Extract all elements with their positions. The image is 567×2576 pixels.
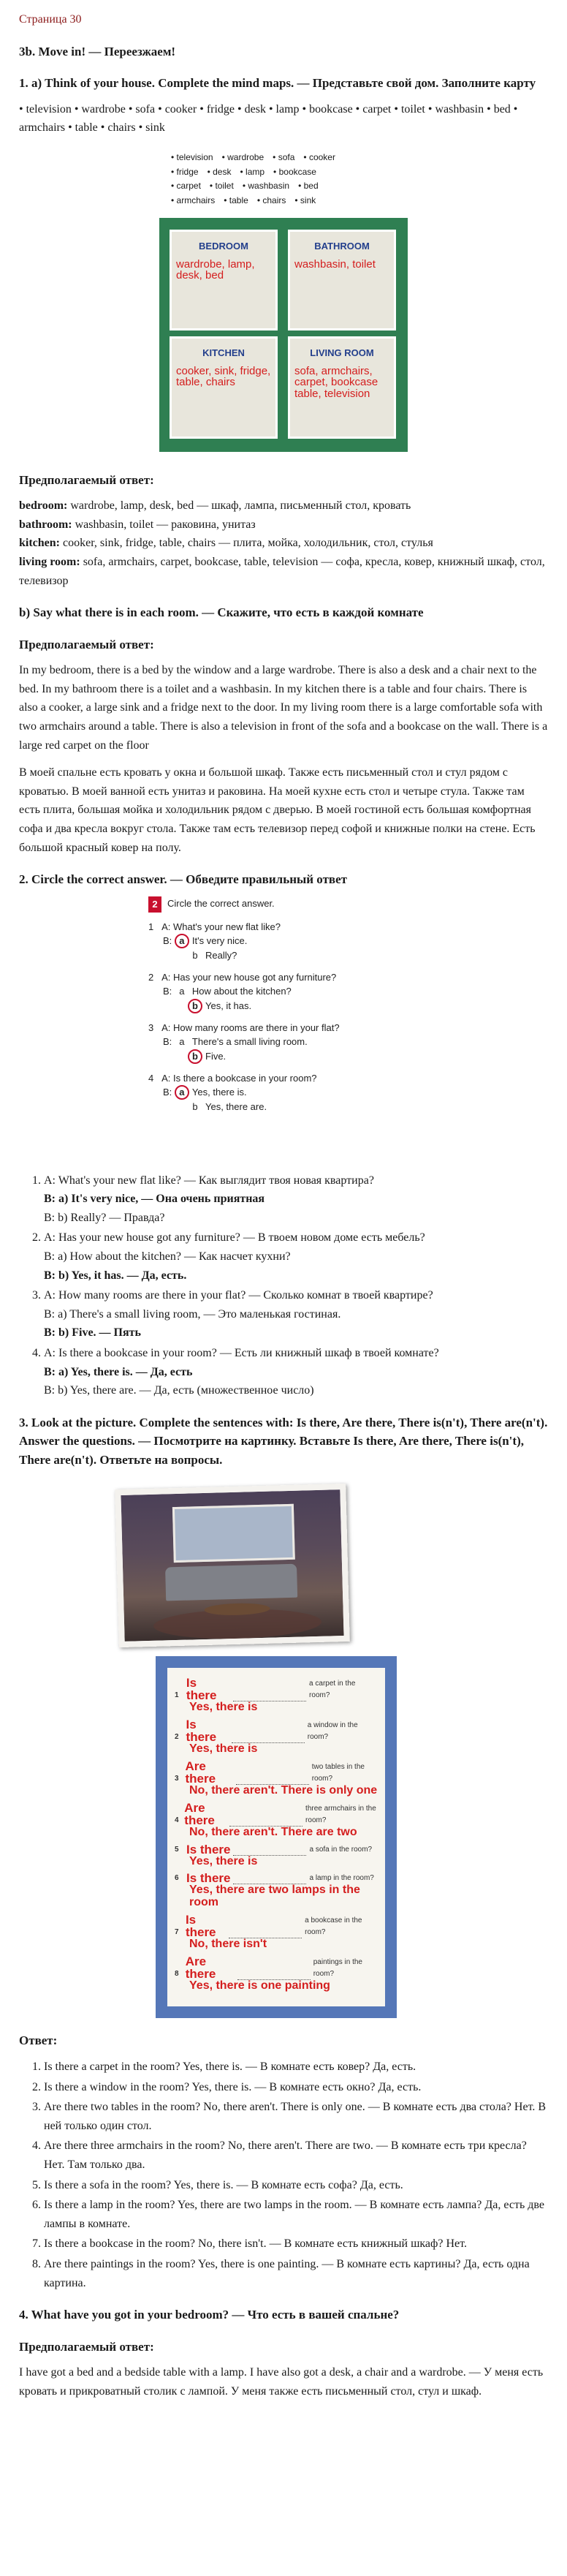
option-b: b [192,1101,198,1113]
task1b-answer-heading: Предполагаемый ответ: [19,637,154,651]
task1a-answers [19,496,548,590]
option-b: B: b) Yes, there are. — Да, есть (множественное число) [44,1384,314,1397]
circle-image-title: Circle the correct answer. [167,898,275,910]
exercise-number-badge: 2 [148,896,161,913]
option-b-correct: B: b) Five. — Пять [44,1326,141,1340]
room-title: BEDROOM [199,240,248,252]
circle-item [148,1071,419,1114]
room-answer: cooker, sink, fridge, table, chairs [176,364,271,389]
word: carpet [176,181,201,192]
word: cooker [308,151,335,162]
circled-option-b: b [188,1049,202,1064]
option-b-correct: B: b) Yes, it has. — Да, есть. [44,1269,187,1282]
word: lamp [246,166,265,177]
word: sink [300,195,316,206]
task1a-answer-heading: Предполагаемый ответ: [19,472,154,487]
speaker-b: B: [163,1087,172,1098]
task4-heading: 4. What have you got in your bedroom? — Что есть в вашей спальне? [19,2308,400,2322]
worksheet-row [175,1760,378,1797]
answer-room: bathroom: [19,518,72,531]
word-row: • fridge • desk • lamp • bookcase [171,166,316,177]
word: washbasin [248,181,290,192]
list-item [44,1344,548,1400]
worksheet-question [175,1955,378,1980]
option-a-correct: B: a) It's very nice, — Она очень приятная [44,1193,265,1206]
circle-item [148,1021,419,1064]
task1b-heading: b) Say what there is in each room. — Скажите, что есть в каждой комнате [19,605,424,620]
worksheet-row [175,1843,378,1868]
option-b: B: b) Really? — Правда? [44,1211,165,1224]
word: bookcase [278,166,316,177]
handwritten-answer: No, there aren't. There is only one [189,1783,378,1797]
filled-phrase: Is there [186,1676,217,1703]
list-item: 6. Is there a lamp in the room? Yes, there are two lamps in the room. — В комнате есть лампа? Да, есть две лампы в комнате. [44,2196,548,2233]
task2-heading: 2. Circle the correct answer. — Обведите правильный ответ [19,872,348,887]
answer-text: wardrobe, lamp, desk, bed — шкаф, лампа, письменный стол, кровать [67,499,411,513]
list-item: 5. Is there a sofa in the room? Yes, there is. — В комнате есть софа? Да, есть. [44,2176,548,2195]
circled-option-b: b [188,999,202,1013]
task1b-russian: В моей спальне есть кровать у окна и большой шкаф. Также есть письменный стол и стул рядом с кроватью. В моей ванной есть унитаз и раковина. На моей кухне есть стол и четыре стула. Также там есть плита, большая мойка и холодильник рядом с дверью. В моей гостиной есть большая комфортная софа и два кресла вокруг стола. Также там есть телевизор перед софой и книжные полки на стене. Есть большой красный ковер на полу. [19,766,536,854]
fill-in-worksheet [156,1656,397,2018]
worksheet-question [175,1914,378,1938]
list-item [44,1171,548,1228]
word: armchairs [176,195,216,206]
word: fridge [176,166,199,177]
list-item: 8. Are there paintings in the room? Yes, there is one painting. — В комнате есть картины? Да, есть одна картина. [44,2255,548,2292]
task1a-word-list: • television • wardrobe • sofa • cooker • fridge • desk • lamp • bookcase • carpet • toilet • washbasin • bed • armchairs • table • chairs • sink [19,102,518,135]
worksheet-question [175,1843,378,1856]
circle-answer-image [148,896,419,1167]
option-b: b [192,950,198,962]
room-bedroom [170,230,278,331]
worksheet-question [175,1677,378,1701]
circle-image-header [148,896,419,913]
room-title: KITCHEN [202,347,245,358]
speaker-b: B: [163,986,172,997]
answer-text: cooker, sink, fridge, table, chairs — плита, мойка, холодильник, стол, стулья [60,537,433,550]
list-item: 1. Is there a carpet in the room? Yes, there is. — В комнате есть ковер? Да, есть. [44,2058,548,2077]
worksheet-question [175,1718,378,1743]
filled-phrase: Is there [186,1842,231,1857]
handwritten-answer: Yes, there is one painting [189,1979,330,1992]
list-item: 3. Are there two tables in the room? No, there aren't. There is only one. — В комнате есть два стола? Нет. В ней только один стол. [44,2098,548,2135]
mind-map-word-bank [159,151,408,208]
worksheet-row [175,1872,378,1909]
item-question: A: What's your new flat like? [161,921,281,932]
word: wardrobe [227,151,265,162]
word: chairs [262,195,286,206]
task3-answer-list [19,2058,548,2292]
room-kitchen [170,336,278,439]
item-number: 2 [148,971,154,983]
question-text: a sofa in the room? [309,1845,373,1854]
answer-room: living room: [19,556,80,569]
filled-phrase: Is there [186,1871,231,1886]
item-number: 8 [175,1969,179,1978]
option-text: It's very nice. [191,935,248,947]
worksheet-question [175,1760,378,1785]
photo-sofa [165,1564,297,1601]
worksheet-question [175,1872,378,1884]
circled-option-a: a [175,1085,189,1100]
question-text: a lamp in the room? [309,1874,374,1883]
task2-answer-list [19,1171,548,1400]
item-number: 4 [175,1816,179,1824]
task3-answer-heading: Ответ: [19,2033,58,2048]
worksheet-row [175,1955,378,1993]
filled-phrase: Are there [185,1759,216,1786]
question: A: What's your new flat like? — Как выглядит твоя новая квартира? [44,1174,374,1187]
task1b-english: In my bedroom, there is a bed by the window and a large wardrobe. There is also a desk and a chair next to the bed. In my bathroom there is a toilet and a washbasin. In my kitchen there is a table and four chairs. There is also a cooker, a large sink and a fridge next to the door. In my living room there is a large comfortable sofa with two armchairs around a table. There is also a television in front of the sofa and a bookcase on the wall. There is a large red carpet on the floor [19,664,548,752]
worksheet-row [175,1718,378,1756]
circle-item [148,970,419,1013]
photo-window [172,1504,295,1563]
item-number: 3 [148,1021,154,1033]
speaker-b: B: [163,1036,172,1048]
word: bed [303,181,319,192]
question: A: How many rooms are there in your flat? — Сколько комнат в твоей квартире? [44,1289,433,1302]
word: table [229,195,248,206]
room-title: LIVING ROOM [310,347,374,358]
item-question: A: Is there a bookcase in your room? [161,1072,317,1084]
room-answer: washbasin, toilet [294,257,376,271]
question: A: Is there a bookcase in your room? — Есть ли книжный шкаф в твоей комнате? [44,1347,439,1360]
blank-line [233,1848,306,1856]
handwritten-answer: No, there aren't. There are two [189,1825,357,1838]
page-label: Страница 30 [19,13,82,26]
filled-phrase: Is there [185,1912,216,1939]
handwritten-answer: Yes, there is [189,1742,258,1756]
worksheet-row [175,1677,378,1714]
worksheet-row [175,1802,378,1839]
word: desk [213,166,232,177]
item-number: 1 [148,921,154,932]
item-number: 3 [175,1774,179,1783]
item-question: A: How many rooms are there in your flat? [161,1021,340,1033]
room-living-room [288,336,396,439]
list-item: 7. Is there a bookcase in the room? No, there isn't. — В комнате есть книжный шкаф? Нет. [44,2235,548,2254]
task4-answer-text: I have got a bed and a bedside table with a lamp. I have also got a desk, a chair and a wardrobe. — У меня есть кровать и прикроватный столик с лампой. У меня также есть письменный стол, стул и шкаф. [19,2366,544,2398]
worksheet-paper [167,1668,385,2006]
living-room-photo [115,1484,350,1647]
circle-item [148,920,419,963]
filled-phrase: Are there [185,1954,216,1981]
filled-phrase: Is there [186,1718,217,1745]
option-a: B: a) There's a small living room, — Это маленькая гостиная. [44,1307,341,1321]
mind-map-image [159,151,408,458]
task3-heading: 3. Look at the picture. Complete the sentences with: Is there, Are there, There is(n't), There are(n't). Answer the questions. — Посмотрите на картинку. Вставьте Is there, Are there, There is(n't), There are(n't). Ответьте на вопросы. [19,1415,548,1467]
option-a: a [179,986,185,997]
item-number: 6 [175,1874,179,1883]
section-title: 3b. Move in! — Переезжаем! [19,44,176,58]
handwritten-answer: No, there isn't [189,1937,267,1950]
room-answer: sofa, armchairs, carpet, bookcase table, television [294,364,378,401]
option-text: Yes, it has. [205,1000,252,1011]
item-number: 5 [175,1845,179,1854]
item-question: A: Has your new house got any furniture? [161,971,337,983]
question-text: a window in the room? [307,1721,358,1742]
room-answer: wardrobe, lamp, desk, bed [176,257,255,282]
option-a: a [179,1036,185,1048]
worksheet-question [175,1802,378,1827]
handwritten-answer: Yes, there are two lamps in the room [189,1884,360,1909]
item-number: 1 [175,1691,179,1700]
word: toilet [215,181,234,192]
item-number: 4 [148,1072,154,1084]
house-plan [159,218,408,452]
option-text: Yes, there are. [205,1101,267,1113]
option-text: Yes, there is. [191,1087,247,1098]
list-item [44,1228,548,1285]
handwritten-answer: Yes, there is [189,1701,258,1714]
circled-option-a: a [175,934,189,948]
list-item: 2. Is there a window in the room? Yes, there is. — В комнате есть окно? Да, есть. [44,2078,548,2097]
room-title: BATHROOM [314,240,370,252]
answer-room: bedroom: [19,499,68,513]
item-number: 7 [175,1927,179,1936]
answer-text: sofa, armchairs, carpet, bookcase, table, television — софа, кресла, ковер, книжный шкаф, стол, телевизор [19,556,545,587]
option-text: How about the kitchen? [191,986,292,997]
filled-phrase: Are there [184,1800,215,1827]
option-text: Really? [205,950,237,962]
word-row: • armchairs • table • chairs • sink [171,195,316,206]
task1a-heading: 1. a) Think of your house. Complete the mind maps. — Представьте свой дом. Заполните карту [19,76,536,91]
list-item: 4. Are there three armchairs in the room? No, there aren't. There are two. — В комнате есть три кресла? Нет. Там только два. [44,2137,548,2174]
answer-text: washbasin, toilet — раковина, унитаз [72,518,256,531]
room-bathroom [288,230,396,331]
question: A: Has your new house got any furniture? — В твоем новом доме есть мебель? [44,1231,425,1244]
task4-answer-heading: Предполагаемый ответ: [19,2339,154,2354]
word: television [176,151,213,162]
option-text: There's a small living room. [191,1036,308,1048]
list-item [44,1286,548,1342]
item-number: 2 [175,1733,179,1742]
speaker-b: B: [163,935,172,947]
option-a: B: a) How about the kitchen? — Как насчет кухни? [44,1250,291,1264]
word-row: • television • wardrobe • sofa • cooker [171,151,335,162]
option-a-correct: B: a) Yes, there is. — Да, есть [44,1365,193,1378]
worksheet-row [175,1914,378,1951]
handwritten-answer: Yes, there is [189,1854,258,1867]
option-text: Five. [205,1050,227,1062]
question-text: paintings in the room? [313,1957,362,1978]
question-text: three armchairs in the room? [305,1804,376,1824]
word-row: • carpet • toilet • washbasin • bed [171,181,319,192]
question-text: two tables in the room? [311,1762,365,1783]
question-text: a carpet in the room? [309,1680,356,1700]
answer-room: kitchen: [19,537,60,550]
question-text: a bookcase in the room? [305,1916,362,1936]
word: sofa [278,151,295,162]
